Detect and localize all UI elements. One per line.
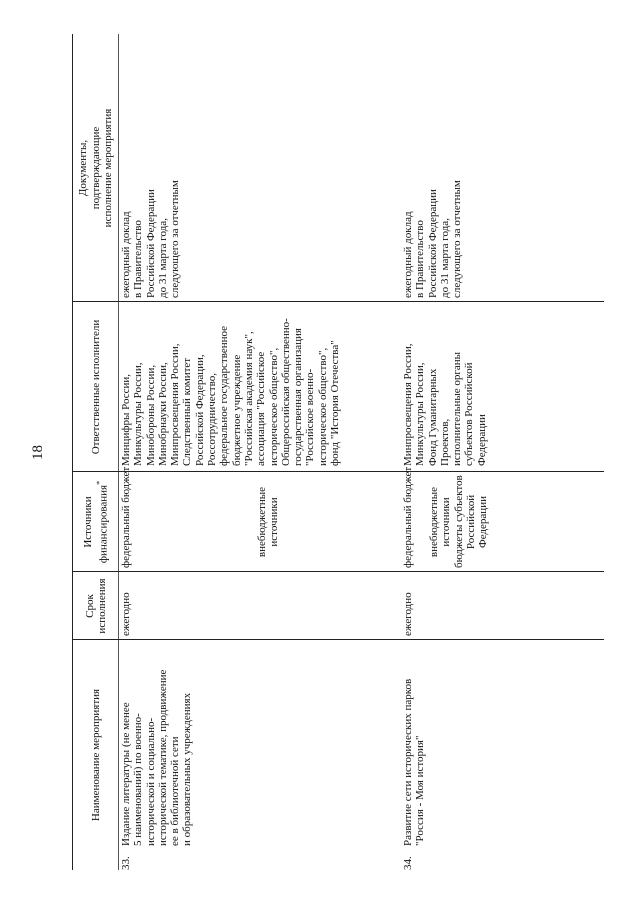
- header-sources: Источники финансирования*: [81, 480, 110, 564]
- header-executors: Ответственные исполнители: [89, 319, 102, 455]
- row-34-term: ежегодно: [402, 592, 414, 636]
- row-33-term: ежегодно: [120, 592, 132, 636]
- row-34-source-secondary: внебюджетные источники бюджеты субъектов Российской Федерации: [428, 475, 490, 568]
- col-divider-2: [72, 571, 604, 572]
- col-divider-3: [72, 471, 604, 472]
- measures-table: [72, 34, 604, 870]
- col-divider-1: [72, 639, 604, 640]
- table-top-rule: [72, 34, 73, 870]
- header-term: Срок исполнения: [83, 578, 108, 634]
- col-divider-4: [72, 301, 604, 302]
- row-33-source-primary: федеральный бюджет: [120, 466, 132, 568]
- row-34-documents: ежегодный доклад в Правительство Российской Федерации до 31 марта года, следующего за отчетным: [402, 180, 464, 298]
- row-33-executors: Минцифры России, Минкультуры России, Минобороны России, Минобрнауки России, Минпросвещения России, Следственный комитет Российской Федерации, Россотрудничество, федеральное государственное бюджетное учреждение "Российская академия наук", ассоциация "Российское историческое общество", Общероссийская общественно- государственная организация "Российское военно- историческое общество", фонд "История Отечества": [120, 318, 342, 466]
- row-33-documents: ежегодный доклад в Правительство Российской Федерации до 31 марта года, следующего за отчетным: [120, 180, 182, 298]
- header-documents: Документы, подтверждающие исполнение мероприятия: [77, 108, 115, 228]
- row-34-source-primary: федеральный бюджет: [402, 466, 414, 568]
- row-34-executors: Минпросвещения России, Минкультуры России, Фонд Гуманитарных Проектов, исполнительные органы субъектов Российской Федерации: [402, 343, 488, 466]
- row-33-name: Издание литературы (не менее 5 наименований) по военно- исторической и социально- исторической тематике, продвижение ее в библиотечной сети и образовательных учреждениях: [120, 669, 194, 846]
- row-34-number: 34.: [402, 856, 414, 870]
- row-33-number: 33.: [120, 856, 132, 870]
- header-name: Наименование мероприятия: [89, 688, 102, 822]
- row-34-name: Развитие сети исторических парков "Россия - Моя история": [402, 678, 427, 846]
- page-number: 18: [30, 445, 46, 460]
- header-bottom-rule: [118, 34, 119, 870]
- row-33-source-secondary: внебюджетные источники: [256, 486, 281, 558]
